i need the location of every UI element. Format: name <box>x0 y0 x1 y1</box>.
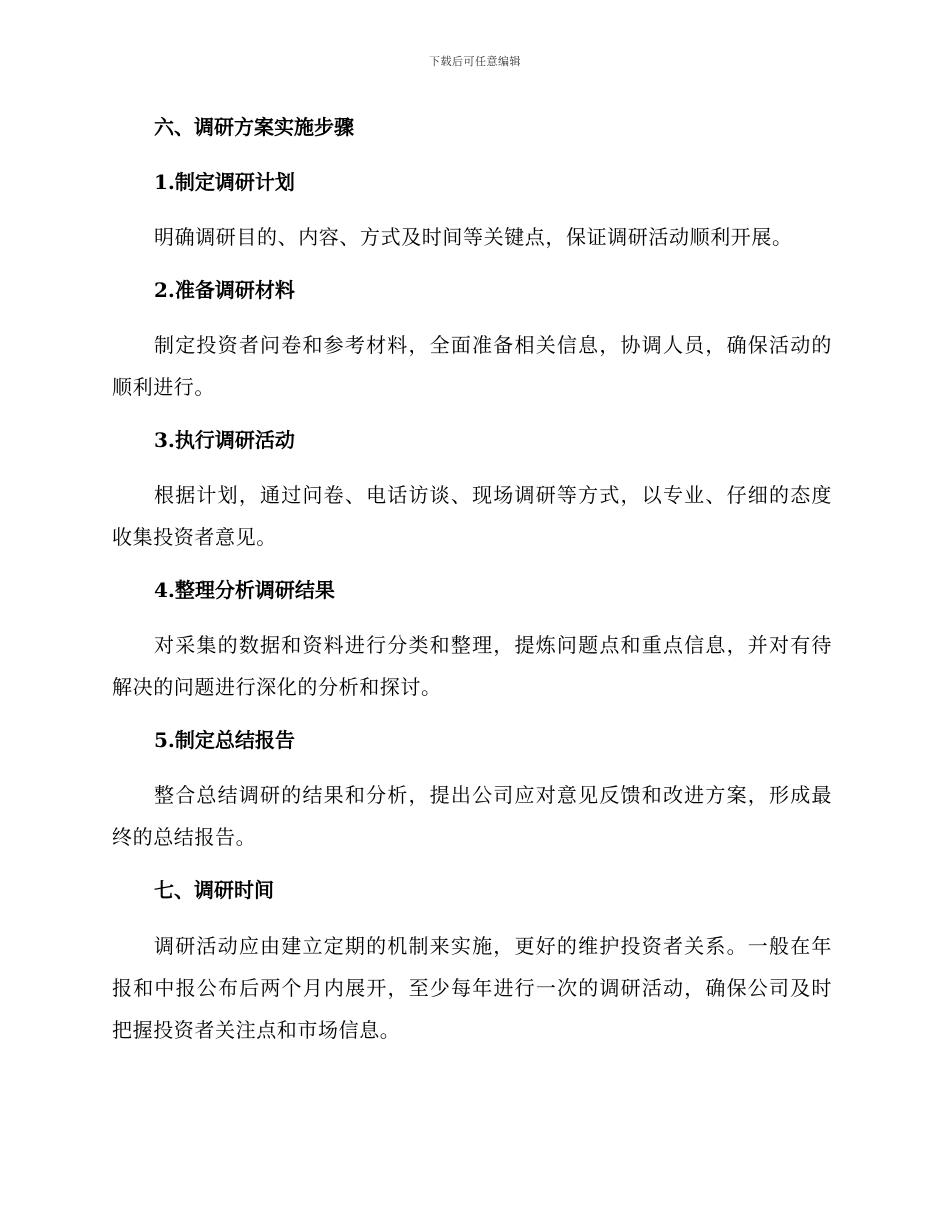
step-heading-4: 4.整理分析调研结果 <box>154 578 335 602</box>
step-paragraph-2: 制定投资者问卷和参考材料，全面准备相关信息，协调人员，确保活动的顺利进行。 <box>112 333 832 399</box>
step-paragraph-3: 根据计划，通过问卷、电话访谈、现场调研等方式，以专业、仔细的态度收集投资者意见。 <box>112 483 832 549</box>
step-paragraph-5: 整合总结调研的结果和分析，提出公司应对意见反馈和改进方案，形成最终的总结报告。 <box>112 783 832 849</box>
research-time-paragraph: 调研活动应由建立定期的机制来实施，更好的维护投资者关系。一般在年报和中报公布后两个月内展开，至少每年进行一次的调研活动，确保公司及时把握投资者关注点和市场信息。 <box>112 934 832 1042</box>
step-heading-3: 3.执行调研活动 <box>154 428 295 452</box>
step-paragraph-1: 明确调研目的、内容、方式及时间等关键点，保证调研活动顺利开展。 <box>154 225 793 249</box>
step-heading-1: 1.制定调研计划 <box>154 170 295 194</box>
step-heading-2: 2.准备调研材料 <box>154 278 295 302</box>
step-heading-5: 5.制定总结报告 <box>154 728 295 752</box>
header-note: 下载后可任意编辑 <box>429 55 521 68</box>
document-body <box>112 107 832 1063</box>
section-heading-research-time: 七、调研时间 <box>154 878 274 902</box>
section-heading-implementation-steps: 六、调研方案实施步骤 <box>154 115 354 139</box>
step-paragraph-4: 对采集的数据和资料进行分类和整理，提炼问题点和重点信息，并对有待解决的问题进行深化的分析和探讨。 <box>112 633 832 699</box>
